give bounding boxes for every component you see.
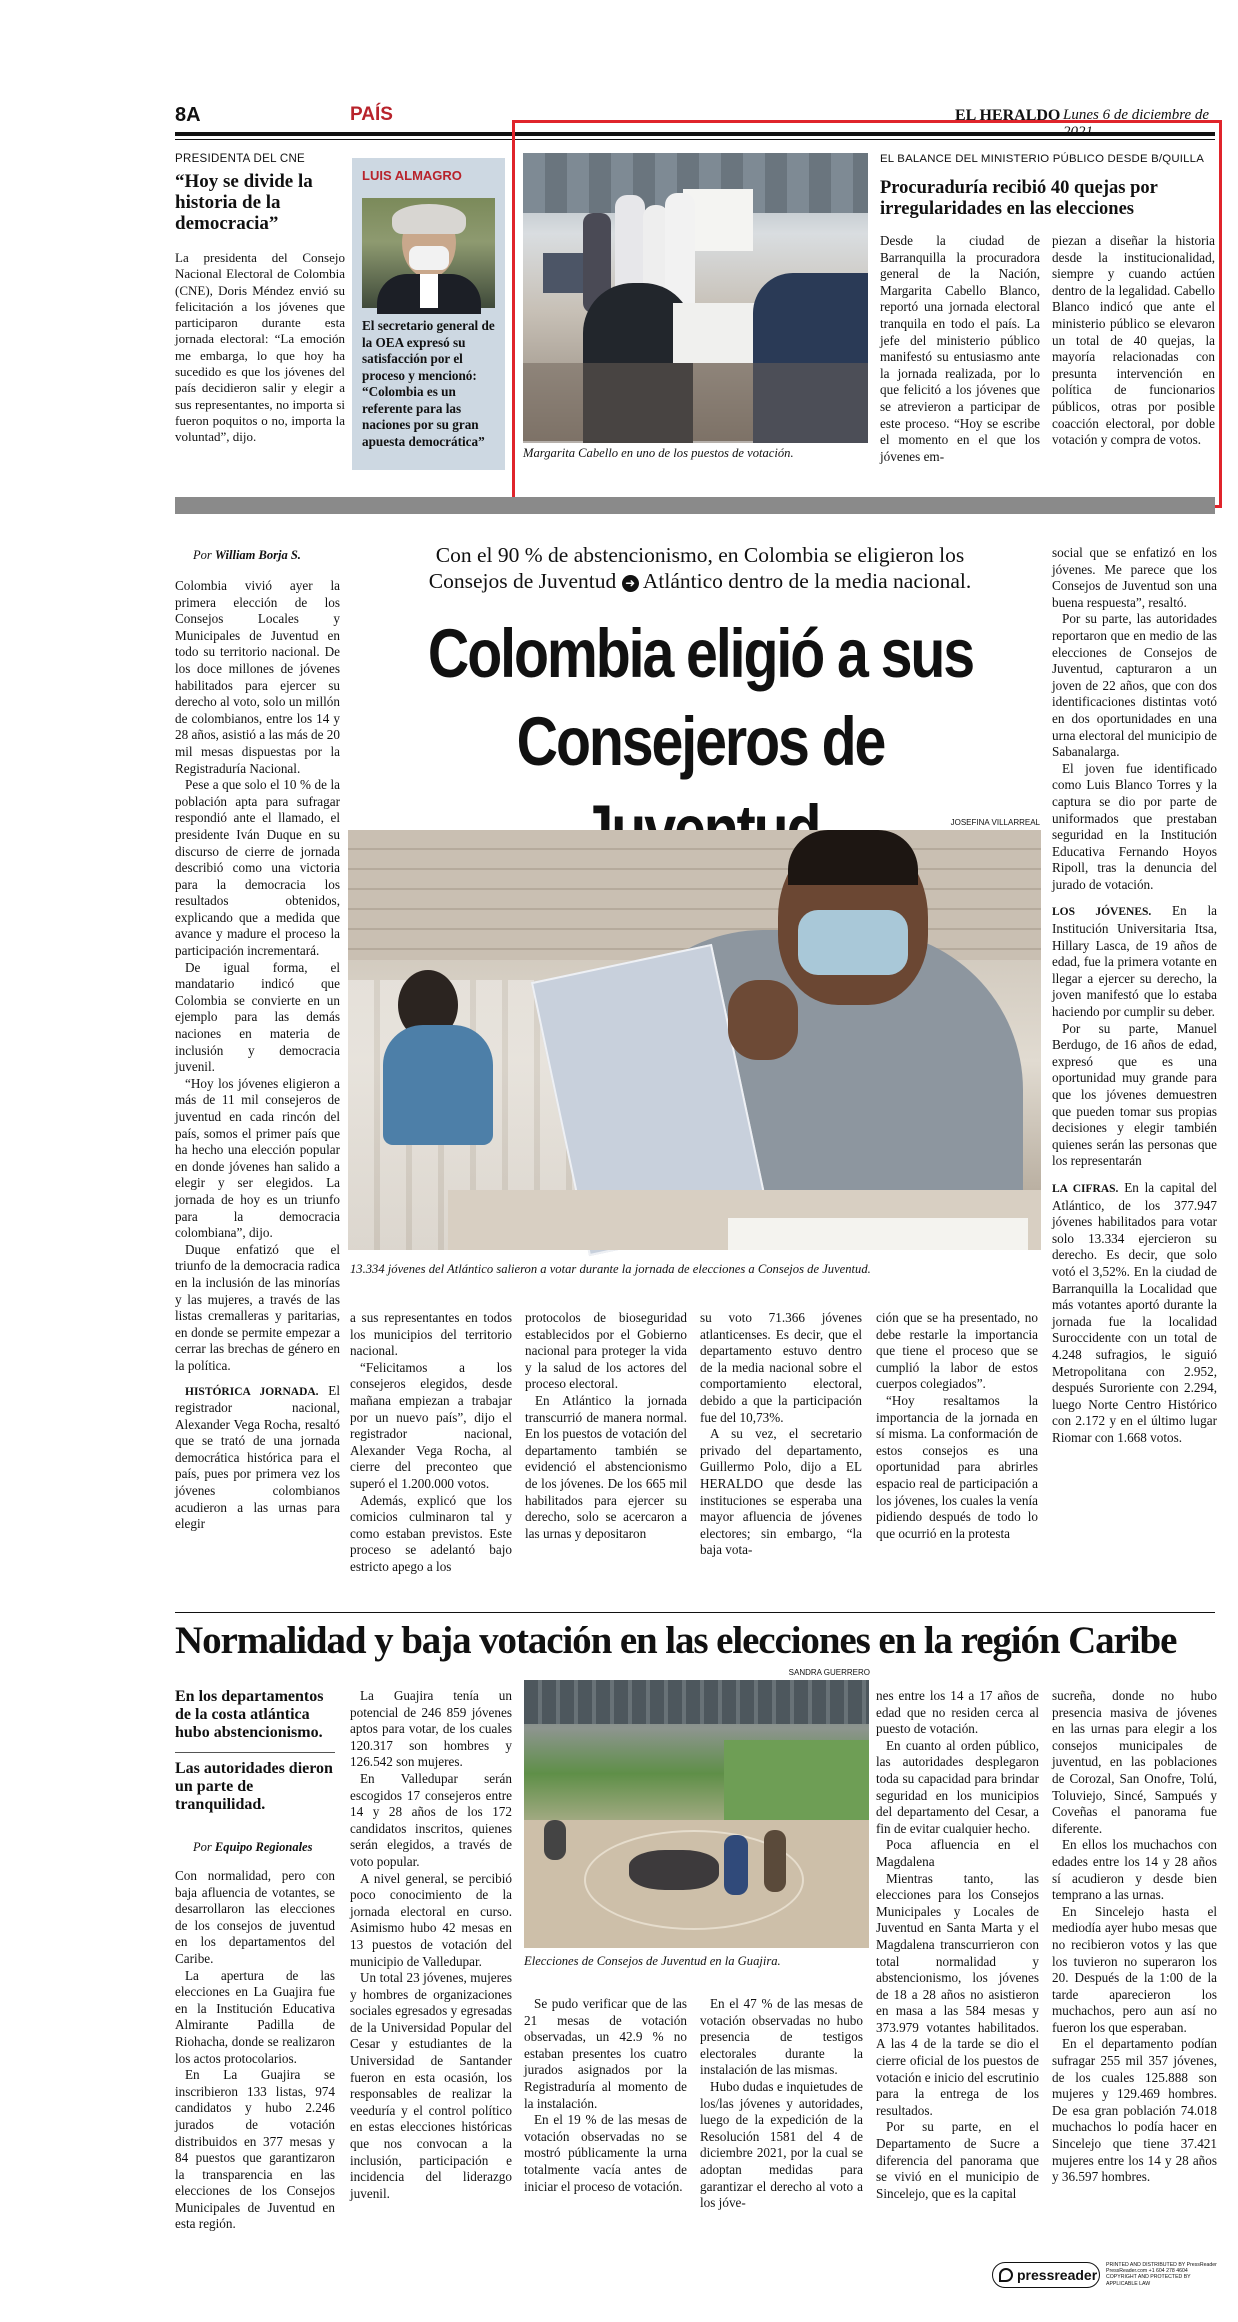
caribe-rule [175, 1612, 1215, 1613]
procuraduria-col-1: Desde la ciudad de Barranquilla la procuradora general de la Nación, Margarita Cabello Blanco, reportó una jornada electoral tranquila en todo el país. La jefe del ministerio público manifestó su entusiasmo ante la jornada realizada, por lo que felicitó a los jóvenes que se atrevieron a participar de este proceso. “Hoy se escribe el momento en el que los jóvenes em- [880, 233, 1040, 464]
main-headline: Colombia eligió a sus Consejeros de [427, 615, 974, 780]
lead-jovenes: LOS JÓVENES. [1052, 906, 1152, 919]
procuraduria-kicker: EL BALANCE DEL MINISTERIO PÚBLICO DESDE B/QUILLA [880, 153, 1204, 165]
almagro-photo [362, 198, 495, 308]
main-photo-credit: JOSEFINA VILLARREAL [950, 818, 1040, 827]
main-caption: 13.334 jóvenes del Atlántico salieron a votar durante la jornada de elecciones a Consejos de Juventud. [350, 1262, 871, 1276]
caribe-deck-1: En los departamentos de la costa atlántica hubo abstencionismo. [175, 1688, 324, 1741]
caribe-col-4: En el 47 % de las mesas de votación observadas no hubo presencia de testigos electorales durante la instalación de las mismas. Hubo dudas e inquietudes de los/las jóvenes y autoridades, luego de la expedición de la Resolución 1581 del 4 de diciembre 2021, por la cual se adoptan medidas para garantizar el derecho al voto a los jóve- [700, 1996, 863, 2211]
almagro-box [352, 158, 505, 470]
section-divider-bar [175, 497, 1215, 514]
procuraduria-caption: Margarita Cabello en uno de los puestos de votación. [523, 446, 794, 460]
procuraduria-photo [523, 153, 868, 441]
cne-box [175, 153, 345, 473]
main-col-b2: protocolos de bioseguridad establecidos por el Gobierno nacional para proteger la vida y la salud de los actores del proceso electoral. En Atlántico la jornada transcurrió de manera normal. En los puestos de votación del departamento también se evidenció el abstencionismo de los jóvenes. De los 665 mil habilitados para ejercer su derecho, solo se acercaron a las urnas y depositaron [525, 1310, 687, 1541]
main-subhead: Con el 90 % de abstencionismo, en Colombia se eligieron los Consejos de Juventud ➜ Atlántico dentro de la media nacional. [428, 543, 972, 593]
caribe-col-6: sucreña, donde no hubo presencia masiva de jóvenes en las urnas para elegir a los consejos municipales de juventud, en las poblaciones de Corozal, San Onofre, Tolú, Toluviejo, Sincé, Sampués y Coveñas el panorama fue diferente. En ellos los muchachos con edades entre los 14 y 28 años sí acudieron y desde bien temprano a las urnas. En Sincelejo hasta el mediodía ayer hubo mesas que no recibieron votos y las que los tuvieron no superaron los 20. Después de la 1:00 de la tarde aparecieron los muchachos, pero aun así no fueron los que esperaban. En el departamento podían sufragar 255 mil 357 jóvenes, de los cuales 125.888 son mujeres y 129.469 hombres. De esa gran población 74.018 muchachos lo podía hacer en Sincelejo que tiene 37.421 mujeres entre los 14 y 28 años y 36.597 hombres. [1052, 1688, 1217, 2185]
procuraduria-col-2: piezan a diseñar la historia desde la institucionalidad, siempre y cuando actúen dentro de la legalidad. Cabello Blanco indicó que ante el ministerio público se elevaron un total de 40 quejas, la mayoría relacionadas con presunta intervención en política de funcionarios públicos, otras por posible coacción electoral, por doble votación y compra de votos. [1052, 233, 1215, 448]
caribe-col-2: La Guajira tenía un potencial de 246 859 jóvenes aptos para votar, de los cuales 120.317 son hombres y 126.542 son mujeres. En Valledupar serán escogidos 17 consejeros entre 14 y 28 años de los 172 candidatos inscritos, quienes serán elegidos, a través de voto popular. A nivel general, se percibió poco conocimiento de la jornada electoral en curso. Asimismo hubo 42 mesas en 13 puestos de votación del municipio de Valledupar. Un total 23 jóvenes, mujeres y hombres de organizaciones sociales egresados y egresadas de la Universidad Popular del Cesar y estudiantes de la Universidad de Santander fueron en esta ocasión, los responsables de realizar la veeduría y el control político en estas elecciones históricas que nos convocan a la inclusión, participación e incidencia del liderazgo juvenil. [350, 1688, 512, 2201]
section-name: PAÍS [350, 104, 393, 125]
cne-title: “Hoy se divide la historia de la democracia” [175, 171, 313, 234]
main-left-column: Colombia vivió ayer la primera elección de los Consejos Locales y Municipales de Juventud en todo su territorio nacional. De los doce millones de jóvenes habilitados para ejercer su derecho al voto, solo un millón de colombianos, entre los 14 y 28 años, asistió a las más de 20 mil mesas dispuestas por la Registraduría Nacional. Pese a que solo el 10 % de la población apta para sufragar respondió ante el llamado, el presidente Iván Duque en su discurso de cierre de jornada describió como una victoria para la democracia los resultados obtenidos, explicando que a medida que avance y madure el proceso la participación incrementará. De igual forma, el mandatario indicó que Colombia se convierte en un ejemplo para las demás naciones en materia de inclusión y democracia juvenil. “Hoy los jóvenes eligieron a más de 11 mil consejeros de juventud en cada rincón del país, somos el primer país que ha hecho una elección popular en donde jóvenes han salido a elegir y ser elegidos. La jornada de hoy es un triunfo para la democracia colombiana”, dijo. Duque enfatizó que el triunfo de la democracia radica en la inclusión de las minorías y las mujeres, a través de las listas cremalleras y paritarias, en donde se permite empezar a cerrar las brechas de género en la política. HISTÓRICA JORNADA. El registrador nacional, Alexander Vega Rocha, resaltó que se trató de una jornada democrática histórica para el país, pues por primera vez los jóvenes colombianos acudieron a las urnas para elegir [175, 578, 340, 1532]
lead-cifras: LA CIFRAS. [1052, 1182, 1119, 1195]
procuraduria-title: Procuraduría recibió 40 quejas por irregularidades en las elecciones [880, 178, 1158, 219]
caribe-headline: Normalidad y baja votación en las elecciones en la región Caribe [175, 1619, 1177, 1662]
issue-date: Lunes 6 de diciembre de [1063, 107, 1210, 123]
lead-historica: HISTÓRICA JORNADA. [185, 1385, 319, 1398]
main-byline: Por William Borja S. [193, 548, 301, 562]
caribe-col-3: Se pudo verificar que de las 21 mesas de votación observadas, un 42.9 % no estaban presentes los cuatro jurados asignados por la Registraduría al momento de la instalación. En el 19 % de las mesas de votación observadas no se mostró públicamente la urna totalmente vacía antes de iniciar el proceso de votación. [524, 1996, 687, 2194]
page-number: 8A [175, 104, 201, 126]
cne-kicker: PRESIDENTA DEL CNE [175, 153, 306, 165]
almagro-name: LUIS ALMAGRO [362, 168, 462, 183]
caribe-photo [524, 1680, 869, 1948]
pressreader-fine-print: PRINTED AND DISTRIBUTED BY PressReader PressReader.com +1 604 278 4604 COPYRIGHT AND PROTECTED BY APPLICABLE LAW [1106, 2262, 1217, 2287]
caribe-byline: Por Equipo Regionales [193, 1840, 313, 1854]
cne-body: La presidenta del Consejo Nacional Electoral de Colombia (CNE), Doris Méndez envió su felicitación a los jóvenes que participaron durante esta jornada electoral: “La emoción me embarga, lo que hoy ha sucedido es que los jóvenes del país decidieron salir y elegir a sus representantes, no importa si fueron poquitos o no, importa la voluntad”, dijo. [175, 250, 345, 445]
caribe-col-5: nes entre los 14 a 17 años de edad que no residen cerca al puesto de votación. En cuanto al orden público, las autoridades desplegaron toda su capacidad para brindar seguridad en los municipios del departamento del Cesar, a fin de evitar cualquier hecho. Poca afluencia en el Magdalena Mientras tanto, las elecciones para los Consejos Municipales y Locales de Juventud en Santa Marta y el Magdalena transcurrieron con total normalidad y abstencionismo, los jóvenes de 18 a 28 años no asistieron en masa a las 584 mesas y 373.979 votantes habilitados. A las 4 de la tarde se dio el cierre oficial de los puestos de votación e inicio del escrutinio para la entrega de los resultados. Por su parte, en el Departamento de Sucre a diferencia del panorama que se vivió en el municipio de Sincelejo, que es la capital [876, 1688, 1039, 2201]
paper-name: EL HERALDO [955, 107, 1061, 124]
caribe-deck-2: Las autoridades dieron un parte de tranquilidad. [175, 1760, 333, 1813]
subhead-magdalena: Poca afluencia en el Magdalena [876, 1837, 1039, 1869]
main-col-b3: su voto 71.366 jóvenes atlanticenses. Es decir, que el departamento estuvo dentro de la media nacional sobre el comportamiento electoral, debido a que la participación fue del 10,73%. A su vez, el secretario privado del departamento, Guillermo Polo, dijo a EL HERALDO que desde las instituciones se esperaba una mayor afluencia de jóvenes electores; sin embargo, “la baja vota- [700, 1310, 862, 1558]
main-photo [348, 830, 1041, 1250]
main-col-b1: a sus representantes en todos los municipios del territorio nacional. “Felicitamos a los consejeros elegidos, desde mañana empiezan a trabajar por un nuevo país”, dijo el registrador nacional, Alexander Vega Rocha, al cierre del preconteo que superó el 1.200.000 votos. Además, explicó que los comicios culminaron tal y como estaban previstos. Este proceso se adelantó bajo estricto apego a los [350, 1310, 512, 1574]
caribe-col-1: Con normalidad, pero con baja afluencia de votantes, se desarrollaron las elecciones de los consejos de juventud en los departamentos del Caribe. La apertura de las elecciones en La Guajira fue en la Institución Educativa Almirante Padilla de Riohacha, donde se realizaron los actos protocolarios. En La Guajira se inscribieron 133 listas, 974 candidatos y hubo 2.246 jurados de votación distribuidos en 377 mesas y 84 puestos que garantizaron la transparencia en las elecciones de los Consejos Municipales de Juventud en esta región. [175, 1868, 335, 2232]
main-col-b4: ción que se ha presentado, no debe restarle la importancia que tiene el proceso que se cumplió la labor de estos cuerpos colegiados”. “Hoy resaltamos la importancia de la jornada en sí misma. La conformación de estos consejos es una oportunidad para abrirles espacio real de participación a los jóvenes, los cuales la venía pidiendo después de todo lo que ocurrió en la protesta [876, 1310, 1038, 1541]
arrow-right-icon: ➜ [622, 575, 639, 592]
main-right-column: social que se enfatizó en los jóvenes. Me parece que los Consejos de Juventud son una buena respuesta”, resaltó. Por su parte, las autoridades reportaron que en medio de las elecciones de Consejos de Juventud, capturaron a un joven de 22 años, que con dos identificaciones distintas votó en dos oportunidades en una urna electoral del municipio de Sabanalarga. El joven fue identificado como Luis Blanco Torres y la captura se dio por parte de uniformados que prestaban seguridad en la Institución Educativa Fernando Hoyos Ripoll, tras la denuncia del jurado de votación. LOS JÓVENES. En la Institución Universitaria Itsa, Hillary Lasca, de 19 años de edad, fue la primera votante en llegar a ejercer su derecho, la joven manifestó que lo estaba haciendo por cumplir su deber. Por su parte, Manuel Berdugo, de 16 años de edad, expresó que es una oportunidad muy grande para que los jóvenes demuestren que pueden tomar sus propias decisiones y elegir también quienes serán las personas que los representarán LA CIFRAS. En la capital del Atlántico, de los 377.947 jóvenes habilitados para votar solo 13.334 ejercieron su derecho. Es decir, que solo votó el 3,52%. En la ciudad de Barranquilla la Localidad que más votantes aportó durante la jornada fue la localidad Suroccidente con un total de 4.248 sufragios, le siguió Metropolitana con 2.952, después Suroriente con 2.294, luego Norte Centro Histórico con 2.172 y en el último lugar Riomar con 1.668 votos. [1052, 545, 1217, 1445]
almagro-body: El secretario general de la OEA expresó su satisfacción por el proceso y mencionó: “Colombia es un referente para las naciones por su gran apuesta democrática” [362, 318, 495, 449]
caribe-photo-credit: SANDRA GUERRERO [788, 1668, 870, 1677]
caribe-caption: Elecciones de Consejos de Juventud en la Guajira. [524, 1954, 781, 1968]
pressreader-logo: pressreader [992, 2262, 1100, 2288]
pressreader-icon [999, 2268, 1013, 2282]
